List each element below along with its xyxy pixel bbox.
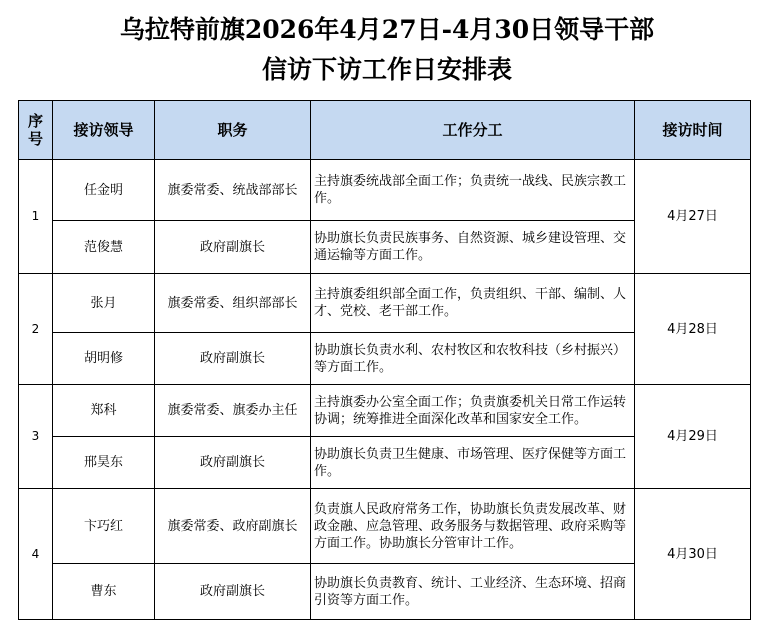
table-row: [19, 489, 751, 564]
date-cell: 4月29日: [635, 385, 751, 489]
position-cell: 旗委常委、统战部部长: [155, 160, 311, 221]
division-cell: 协助旗长负责民族事务、自然资源、城乡建设管理、交通运输等方面工作。: [311, 221, 635, 274]
document-title-line2: 信访下访工作日安排表: [261, 55, 512, 84]
leader-cell: 郑科: [53, 385, 155, 437]
date-cell: 4月30日: [635, 489, 751, 620]
table-row: [19, 385, 751, 437]
table-row: [19, 274, 751, 333]
document-title-line1: 乌拉特前旗2026年4月27日-4月30日领导干部: [119, 15, 655, 44]
seq-cell: 2: [19, 274, 53, 385]
division-cell: 协助旗长负责卫生健康、市场管理、医疗保健等方面工作。: [311, 437, 635, 489]
date-cell: 4月28日: [635, 274, 751, 385]
position-cell: 政府副旗长: [155, 564, 311, 620]
leader-cell: 张月: [53, 274, 155, 333]
leader-cell: 邢昊东: [53, 437, 155, 489]
position-cell: 政府副旗长: [155, 221, 311, 274]
schedule-table: [18, 100, 751, 620]
header-seq-line2: 号: [27, 130, 43, 148]
position-cell: 旗委常委、旗委办主任: [155, 385, 311, 437]
table-row: [19, 160, 751, 221]
leader-cell: 曹东: [53, 564, 155, 620]
seq-cell: 1: [19, 160, 53, 274]
header-row: [19, 101, 751, 160]
division-cell: 协助旗长负责水利、农村牧区和农牧科技（乡村振兴）等方面工作。: [311, 333, 635, 385]
date-cell: 4月27日: [635, 160, 751, 274]
seq-cell: 4: [19, 489, 53, 620]
division-cell: 主持旗委办公室全面工作；负责旗委机关日常工作运转协调；统筹推进全面深化改革和国家安全工作。: [311, 385, 635, 437]
leader-cell: 任金明: [53, 160, 155, 221]
position-cell: 旗委常委、组织部部长: [155, 274, 311, 333]
leader-cell: 卞巧红: [53, 489, 155, 564]
seq-cell: 3: [19, 385, 53, 489]
header-division: 工作分工: [311, 101, 635, 160]
leader-cell: 范俊慧: [53, 221, 155, 274]
header-seq: [19, 101, 53, 160]
header-seq-line1: 序: [27, 112, 43, 130]
position-cell: 政府副旗长: [155, 437, 311, 489]
division-cell: 负责旗人民政府常务工作，协助旗长负责发展改革、财政金融、应急管理、政务服务与数据管理、政府采购等方面工作。协助旗长分管审计工作。: [311, 489, 635, 564]
header-leader: 接访领导: [53, 101, 155, 160]
position-cell: 旗委常委、政府副旗长: [155, 489, 311, 564]
leader-cell: 胡明修: [53, 333, 155, 385]
division-cell: 主持旗委组织部全面工作，负责组织、干部、编制、人才、党校、老干部工作。: [311, 274, 635, 333]
division-cell: 协助旗长负责教育、统计、工业经济、生态环境、招商引资等方面工作。: [311, 564, 635, 620]
division-cell: 主持旗委统战部全面工作；负责统一战线、民族宗教工作。: [311, 160, 635, 221]
position-cell: 政府副旗长: [155, 333, 311, 385]
header-time: 接访时间: [635, 101, 751, 160]
header-position: 职务: [155, 101, 311, 160]
